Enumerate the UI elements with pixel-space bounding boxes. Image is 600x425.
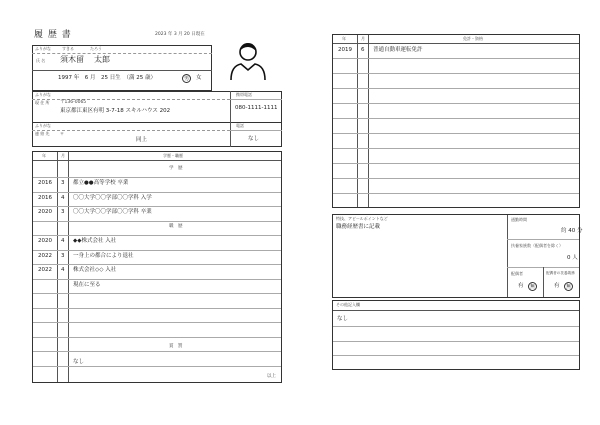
- contact-value: 同上: [136, 137, 148, 143]
- phone-value: 080-1111-1111: [235, 105, 278, 111]
- appeal-block: [332, 214, 583, 298]
- appeal-label: 特技、アピールポイントなど: [336, 216, 388, 221]
- history-content-header: 学歴・職歴: [163, 153, 183, 158]
- contact-postal: 〒: [60, 131, 64, 136]
- phone-label: 携帯電話: [236, 92, 252, 97]
- contact-box: [32, 122, 282, 147]
- awards-heading: 賞 罰: [169, 344, 183, 349]
- appeal-value: 職務経歴書に記載: [336, 224, 381, 230]
- name-label: 氏 名: [36, 58, 46, 63]
- name-last: 須木留: [60, 55, 84, 64]
- licenses-table: 年 月 免許・資格 2019 6 普通自動車運転免許: [332, 34, 580, 208]
- history-month-header: 月: [61, 153, 65, 158]
- license-year-header: 年: [342, 36, 346, 41]
- name-box: [32, 45, 212, 91]
- resume-title: 履 歴 書: [34, 30, 72, 40]
- contact-furigana-label: ふりがな: [35, 123, 51, 128]
- awards-value: なし: [73, 359, 85, 365]
- commute-value: 約 40 分: [561, 228, 583, 234]
- other-block: [332, 300, 580, 370]
- history-table: 年 月 学歴・職歴 学 歴 2016 3 都立●●高等学校 卒業 2016 4 〇〇大学〇〇学部〇〇学科 入学 2020 3 〇〇大学〇〇学部〇〇学科 卒業 職 歴 2020 4 ◆◆株式会社 入社 2022 3 一身上の都合により退社 2022 4 株式会社◇◇ 入社 現在に至る 賞 罰 なし 以上: [32, 151, 282, 383]
- sex-female: 女: [196, 75, 202, 81]
- contact-label: 連 絡 先: [35, 131, 50, 136]
- other-value: なし: [337, 316, 349, 322]
- spouse-no-circled: 無: [529, 284, 535, 290]
- spouse-support-label: 配偶者の扶養義務: [546, 271, 575, 275]
- name-first: 太郎: [94, 55, 110, 64]
- support-no-circled: 無: [565, 284, 571, 290]
- spouse-yes: 有: [518, 283, 524, 289]
- address-furigana-label: ふりがな: [35, 92, 51, 97]
- postal-code: 〒136-0065: [60, 100, 87, 105]
- history-year-header: 年: [42, 153, 46, 158]
- education-heading: 学 歴: [169, 166, 183, 171]
- support-yes: 有: [554, 283, 560, 289]
- resume-date: 2023 年 3 月 20 日現在: [155, 32, 205, 37]
- license-month-header: 月: [361, 36, 365, 41]
- dependents-label: 扶養家族数（配偶者を除く）: [511, 243, 563, 248]
- furigana-label: ふりがな: [35, 46, 51, 51]
- address-label: 現 住 所: [35, 100, 50, 105]
- sex-male-circled: 男: [183, 76, 189, 82]
- other-label: その他記入欄: [336, 302, 360, 307]
- dependents-value: 0 人: [567, 255, 578, 261]
- furigana-last: すきる: [62, 46, 74, 51]
- commute-label: 通勤時間: [511, 217, 527, 222]
- contact-phone-value: なし: [248, 136, 260, 142]
- contact-phone-label: 電話: [236, 123, 244, 128]
- furigana-first: たろう: [90, 46, 102, 51]
- birth-date: 1997 年 6 月 25 日生 （満 25 歳）: [58, 75, 156, 81]
- end-mark: 以上: [267, 374, 276, 379]
- work-heading: 職 歴: [169, 224, 183, 229]
- address-text: 東京都江東区有明 3-7-18 スキルハウス 202: [60, 108, 171, 114]
- license-content-header: 免許・資格: [463, 36, 483, 41]
- spouse-label: 配偶者: [511, 271, 523, 276]
- personal-info-block: [32, 45, 282, 147]
